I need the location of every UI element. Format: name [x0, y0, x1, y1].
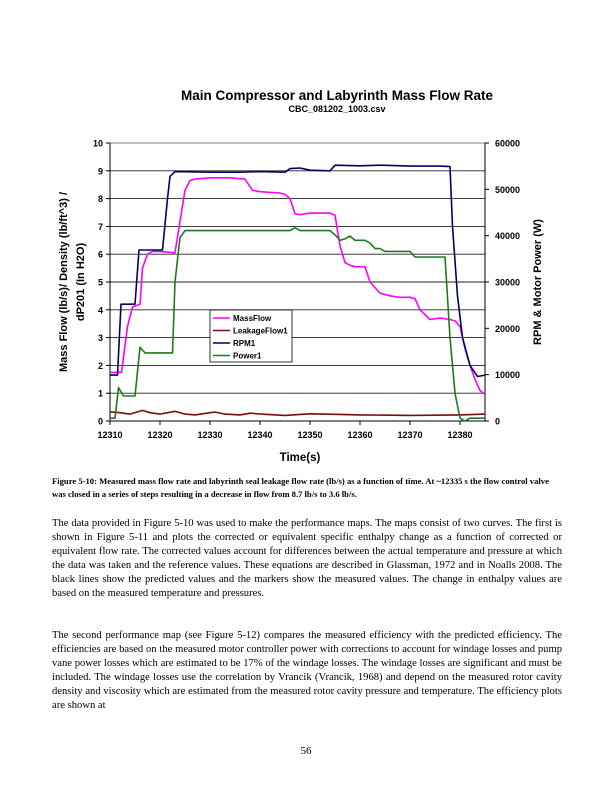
x-tick-label: 12330	[197, 430, 223, 440]
y-tick-label: 1	[97, 388, 103, 399]
x-tick-label: 12310	[97, 430, 123, 440]
figure-caption: Figure 5-10: Measured mass flow rate and labyrinth seal leakage flow rate (lb/s) as a function of time. At ~12335 s the flow control valve was closed in a series of steps resulting in a decrease in flow from 8.7 lb/s to 3.6 lb/s.	[52, 476, 549, 499]
x-tick-label: 12380	[447, 430, 473, 440]
y2-tick-label: 50000	[495, 184, 521, 195]
y-tick-label: 0	[97, 416, 103, 427]
legend-label-massflow: MassFlow	[233, 314, 272, 323]
paragraph-1: The data provided in Figure 5-10 was used to make the performance maps. The maps consist of two curves. The first is shown in Figure 5-11 and plots the corrected or equivalent specific enthalpy change as a function of corrected or equivalent flow rate. The corrected values account for differences between the actual temperature and pressure at which the data was taken and the reference values. These equations are described in Glassman, 1972 and in Noalls 2008. The black lines show the predicted values and the markers show the measured values. The change in enthalpy values are based on the measured temperature and pressures.	[52, 518, 562, 599]
paragraph-2: The second performance map (see Figure 5-12) compares the measured efficiency with the predicted efficiency. The efficiencies are based on the measured motor controller power with corrections to account for windage losses and pump vane power losses which are estimated to be 17% of the windage losses. The windage losses are significant and must be included. The windage losses use the correlation by Vrancik (Vrancik, 1968) and depend on the measured rotor cavity density and viscosity which are estimated from the measured rotor cavity pressure and temperature. The efficiency plots are shown at	[52, 630, 562, 711]
page-number: 56	[300, 745, 312, 757]
y2-tick-label: 10000	[495, 370, 521, 381]
y-tick-label: 2	[97, 360, 103, 371]
y-tick-label: 10	[92, 138, 103, 149]
y-tick-label: 4	[97, 305, 103, 316]
chart-title: Main Compressor and Labyrinth Mass Flow Rate	[180, 88, 494, 103]
y2-tick-label: 40000	[495, 231, 521, 242]
chart-subtitle: CBC_081202_1003.csv	[288, 104, 386, 114]
y2-tick-label: 0	[495, 416, 501, 427]
x-axis-label: Time(s)	[279, 452, 321, 464]
x-tick-label: 12350	[297, 430, 323, 440]
legend-label-leakageflow1: LeakageFlow1	[233, 326, 288, 336]
y2-axis-label: RPM & Motor Power (W)	[532, 219, 544, 345]
x-tick-label: 12370	[397, 430, 423, 440]
y2-tick-label: 20000	[495, 323, 521, 334]
y2-tick-label: 30000	[495, 277, 521, 288]
y-axis-label-line1: Mass Flow (lb/s)/ Density (lb/ft^3) /	[58, 192, 70, 372]
y-tick-label: 8	[97, 194, 103, 205]
x-tick-label: 12340	[247, 430, 273, 440]
y-tick-label: 3	[97, 333, 103, 344]
y-tick-label: 9	[97, 166, 103, 177]
y-axis-label-line2: dP201 (In H2O)	[75, 242, 87, 322]
y-tick-label: 6	[97, 249, 103, 260]
legend-label-power1: Power1	[233, 351, 262, 361]
y-tick-label: 5	[97, 277, 103, 288]
y-tick-label: 7	[97, 221, 103, 232]
y2-tick-label: 60000	[495, 138, 521, 149]
x-tick-label: 12360	[347, 430, 373, 440]
x-tick-label: 12320	[147, 430, 173, 440]
legend-label-rpm1: RPM1	[233, 339, 256, 348]
